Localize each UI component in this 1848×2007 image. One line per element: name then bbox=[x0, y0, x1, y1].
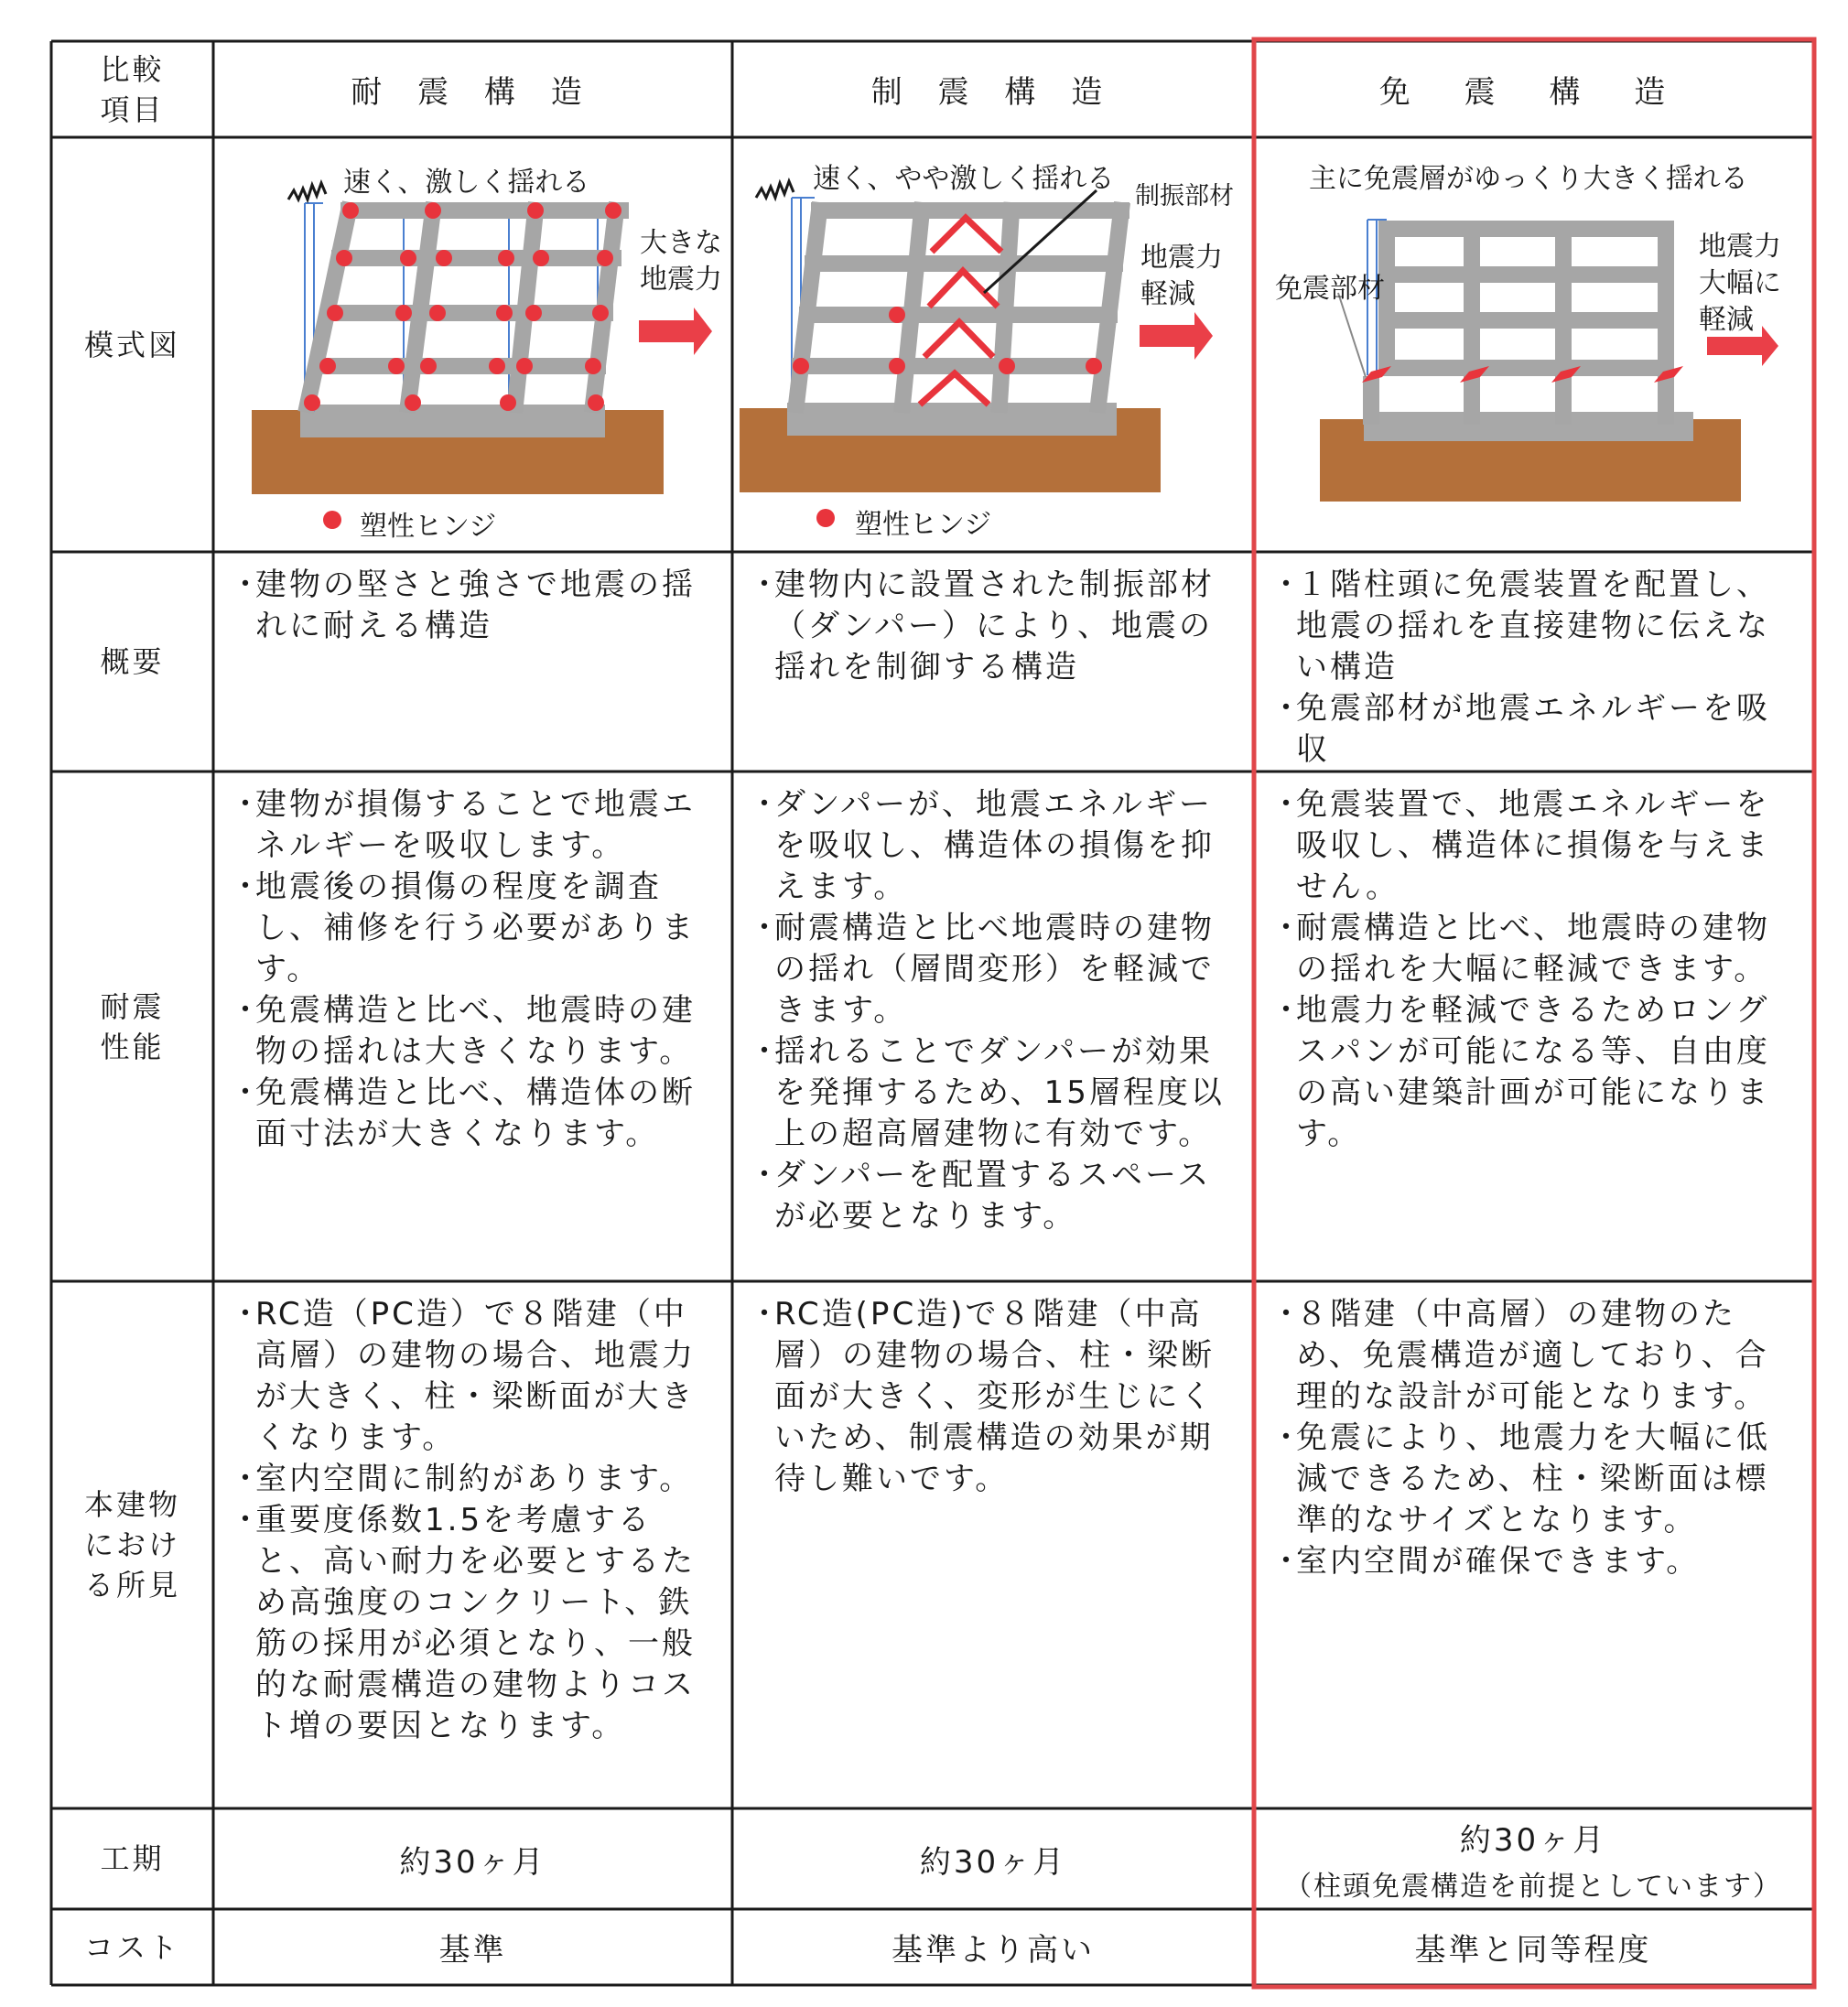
diagram-isolated bbox=[1254, 137, 1812, 552]
cost-row-label: コスト bbox=[83, 1929, 180, 1965]
foundation bbox=[300, 405, 605, 437]
bullet-item bbox=[230, 784, 716, 867]
period-col1 bbox=[213, 1808, 732, 1909]
bullet-mark: ・ bbox=[749, 1033, 783, 1070]
header-col1: 耐 震 構 造 bbox=[351, 74, 595, 111]
cost-col2 bbox=[732, 1909, 1254, 1985]
bullet-mark: ・ bbox=[1270, 690, 1304, 727]
bullet-text: ダンパーが、地震エネルギーを吸収し、構造体の損傷を抑えます。 bbox=[774, 786, 1215, 905]
performance-col3 bbox=[1254, 772, 1812, 1281]
bullet-item bbox=[230, 1500, 716, 1747]
bullet-item bbox=[1270, 990, 1796, 1155]
performance-col2 bbox=[732, 772, 1254, 1281]
bullet-item bbox=[230, 1294, 716, 1459]
cost-value: 基準 bbox=[438, 1932, 507, 1969]
bullet-mark: ・ bbox=[230, 1502, 264, 1538]
force-arrow bbox=[1140, 312, 1213, 360]
bullet-mark: ・ bbox=[230, 786, 264, 823]
period-value: 約30ヶ月 bbox=[399, 1843, 546, 1881]
force-label-line: 大きな bbox=[640, 227, 722, 259]
header-label-line: 比較 bbox=[100, 51, 165, 87]
bullet-mark: ・ bbox=[1270, 1296, 1304, 1333]
bullet-item bbox=[230, 1459, 716, 1500]
findings-row-label bbox=[51, 1281, 213, 1808]
period-value: 約30ヶ月 bbox=[1459, 1821, 1607, 1859]
bullet-text: 重要度係数1.5を考慮すると、高い耐力を必要とするため高強度のコンクリート、鉄筋の採用が必須となり、一般的な耐震構造の建物よりコスト増の要因となります。 bbox=[255, 1502, 696, 1744]
bullet-item bbox=[749, 1155, 1237, 1237]
force-label-line: 地震力 bbox=[1699, 231, 1781, 263]
bullet-item bbox=[1270, 688, 1796, 771]
bullet-item bbox=[749, 784, 1237, 908]
bullet-text: 建物の堅さと強さで地震の揺れに耐える構造 bbox=[255, 566, 696, 644]
force-label-line: 軽減 bbox=[1140, 278, 1195, 310]
bullet-mark: ・ bbox=[749, 786, 783, 823]
bullet-item bbox=[749, 908, 1237, 1031]
header-label-line: 項目 bbox=[100, 92, 165, 127]
diagram-isolated-force bbox=[1699, 229, 1781, 339]
force-label-line: 地震力 bbox=[640, 264, 722, 296]
bullet-item bbox=[230, 990, 716, 1073]
diagram-rigid-caption: 速く、激しく揺れる bbox=[343, 167, 590, 199]
bullet-mark: ・ bbox=[1270, 1543, 1304, 1580]
bullet-text: １階柱頭に免震装置を配置し、地震の揺れを直接建物に伝えない構造 bbox=[1296, 566, 1770, 685]
performance-row-label bbox=[51, 772, 213, 1281]
cost-col3 bbox=[1254, 1909, 1812, 1985]
bullet-text: RC造（PC造）で８階建（中高層）の建物の場合、地震力が大きく、柱・梁断面が大きくなります。 bbox=[255, 1296, 696, 1456]
bullet-item bbox=[1270, 1541, 1796, 1582]
bullet-text: 免震構造と比べ、構造体の断面寸法が大きくなります。 bbox=[255, 1074, 696, 1152]
period-value: 約30ヶ月 bbox=[919, 1843, 1067, 1881]
bullet-mark: ・ bbox=[230, 1461, 264, 1497]
bullet-item bbox=[230, 867, 716, 990]
bullet-text: 免震部材が地震エネルギーを吸収 bbox=[1296, 690, 1770, 768]
bullet-text: 免震により、地震力を大幅に低減できるため、柱・梁断面は標準的なサイズとなります。 bbox=[1296, 1419, 1770, 1538]
bullet-mark: ・ bbox=[230, 992, 264, 1029]
diagram-isolated-figure bbox=[1254, 137, 1812, 552]
bullet-item bbox=[749, 1031, 1237, 1155]
bullet-mark: ・ bbox=[230, 1074, 264, 1111]
period-col2 bbox=[732, 1808, 1254, 1909]
bullet-text: 建物が損傷することで地震エネルギーを吸収します。 bbox=[255, 786, 696, 864]
bullet-mark: ・ bbox=[749, 910, 783, 946]
bullet-mark: ・ bbox=[1270, 786, 1304, 823]
bullet-text: ダンパーを配置するスペースが必要となります。 bbox=[774, 1157, 1212, 1235]
cost-col1 bbox=[213, 1909, 732, 1985]
diagram-row-label: 模式図 bbox=[83, 327, 180, 362]
bullet-text: RC造(PC造)で８階建（中高層）の建物の場合、柱・梁断面が大きく、変形が生じにくいため、制震構造の効果が期待し難いです。 bbox=[774, 1296, 1215, 1497]
wave-icon bbox=[288, 183, 326, 200]
diagram-rigid-legend: 塑性ヒンジ bbox=[360, 511, 497, 543]
diagram-damped-force bbox=[1140, 240, 1223, 313]
label-line: 性能 bbox=[100, 1029, 165, 1064]
bullet-text: 建物内に設置された制振部材（ダンパー）により、地震の揺れを制御する構造 bbox=[774, 566, 1215, 685]
bullet-text: ８階建（中高層）の建物のため、免震構造が適しており、合理的な設計が可能となります。 bbox=[1296, 1296, 1769, 1415]
legend-hinge-dot bbox=[816, 509, 835, 527]
findings-col3 bbox=[1254, 1281, 1812, 1808]
diagram-isolated-isolator-label: 免震部材 bbox=[1275, 273, 1385, 305]
period-row-label: 工期 bbox=[100, 1841, 165, 1876]
bullet-mark: ・ bbox=[1270, 910, 1304, 946]
findings-col1 bbox=[213, 1281, 732, 1808]
wave-icon bbox=[756, 181, 794, 198]
label-line: 耐震 bbox=[100, 988, 165, 1024]
diagram-damped-legend: 塑性ヒンジ bbox=[855, 509, 992, 541]
header-col3: 免 震 構 造 bbox=[1378, 74, 1688, 111]
force-label-line: 大幅に bbox=[1699, 267, 1781, 299]
bullet-text: 免震装置で、地震エネルギーを吸収し、構造体に損傷を与えません。 bbox=[1296, 786, 1770, 905]
overview-row-label: 概要 bbox=[100, 644, 165, 679]
bullet-text: 耐震構造と比べ、地震時の建物の揺れを大幅に軽減できます。 bbox=[1296, 910, 1770, 987]
bullet-item bbox=[230, 565, 716, 647]
overview-col1 bbox=[213, 552, 732, 772]
findings-col2 bbox=[732, 1281, 1254, 1808]
diagram-isolated-caption: 主に免震層がゆっくり大きく揺れる bbox=[1309, 163, 1748, 195]
overview-col2 bbox=[732, 552, 1254, 772]
bullet-text: 揺れることでダンパーが効果を発揮するため、15層程度以上の超高層建物に有効です。 bbox=[774, 1033, 1225, 1152]
diagram-damped-damper-label: 制振部材 bbox=[1135, 182, 1234, 210]
period-col3 bbox=[1254, 1808, 1812, 1909]
bullet-mark: ・ bbox=[749, 1296, 783, 1333]
force-arrow bbox=[639, 308, 712, 355]
bullet-item bbox=[1270, 1294, 1796, 1418]
bullet-mark: ・ bbox=[1270, 992, 1304, 1029]
performance-col1 bbox=[213, 772, 732, 1281]
bullet-mark: ・ bbox=[230, 566, 264, 603]
bullet-text: 地震力を軽減できるためロングスパンが可能になる等、自由度の高い建築計画が可能になります。 bbox=[1296, 992, 1770, 1152]
header-label bbox=[51, 41, 213, 137]
label-line: る所見 bbox=[83, 1568, 180, 1602]
force-label-line: 軽減 bbox=[1699, 304, 1754, 336]
bullet-item bbox=[1270, 565, 1796, 688]
bullet-mark: ・ bbox=[230, 869, 264, 905]
bullet-mark: ・ bbox=[230, 1296, 264, 1333]
bullet-text: 室内空間が確保できます。 bbox=[1296, 1543, 1701, 1580]
bullet-text: 耐震構造と比べ地震時の建物の揺れ（層間変形）を軽減できます。 bbox=[774, 910, 1215, 1029]
bullet-mark: ・ bbox=[749, 566, 783, 603]
cost-value: 基準より高い bbox=[892, 1932, 1095, 1969]
period-note: （柱頭免震構造を前提としています） bbox=[1284, 1870, 1782, 1903]
cost-value: 基準と同等程度 bbox=[1414, 1932, 1652, 1969]
bullet-mark: ・ bbox=[1270, 1419, 1304, 1456]
bullet-text: 室内空間に制約があります。 bbox=[255, 1461, 694, 1497]
foundation bbox=[787, 403, 1117, 436]
label-line: 本建物 bbox=[83, 1487, 180, 1522]
diagram-rigid-force bbox=[640, 225, 722, 298]
bullet-item bbox=[230, 1073, 716, 1155]
force-label-line: 地震力 bbox=[1140, 242, 1223, 274]
bullet-item bbox=[749, 565, 1237, 688]
diagram-rigid bbox=[213, 137, 732, 552]
diagram-damped bbox=[732, 137, 1254, 552]
legend-hinge-dot bbox=[323, 511, 341, 529]
foundation bbox=[1364, 412, 1693, 441]
overview-col3 bbox=[1254, 552, 1812, 772]
bullet-text: 地震後の損傷の程度を調査し、補修を行う必要があります。 bbox=[255, 869, 696, 987]
label-line: におけ bbox=[83, 1527, 180, 1562]
bullet-item bbox=[1270, 784, 1796, 908]
bullet-item bbox=[749, 1294, 1237, 1500]
header-col2: 制 震 構 造 bbox=[870, 74, 1116, 111]
bullet-mark: ・ bbox=[1270, 566, 1304, 603]
bullet-item bbox=[1270, 1418, 1796, 1541]
bullet-item bbox=[1270, 908, 1796, 990]
bullet-text: 免震構造と比べ、地震時の建物の揺れは大きくなります。 bbox=[255, 992, 696, 1070]
diagram-damped-caption: 速く、やや激しく揺れる bbox=[813, 163, 1115, 195]
bullet-mark: ・ bbox=[749, 1157, 783, 1193]
